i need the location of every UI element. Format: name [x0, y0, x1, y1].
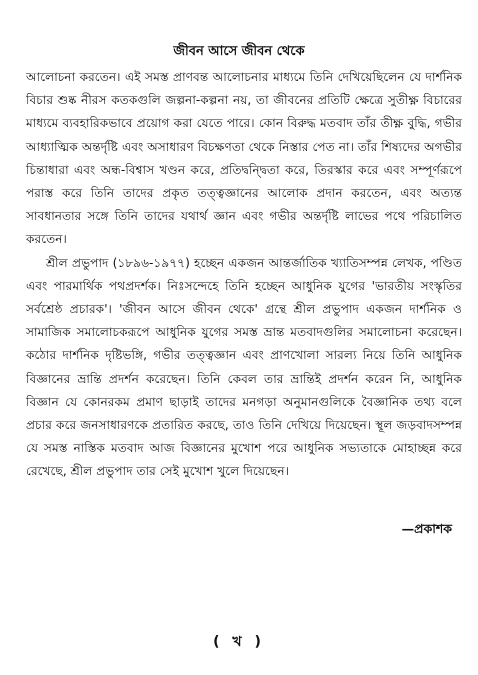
paragraph-2: শ্রীল প্রভুপাদ (১৮৯৬-১৯৭৭) হচ্ছেন একজন আন্তর্জাতিক খ্যাতিসম্পন্ন লেখক, পণ্ডিত এবং পারমার্থিক পথপ্রদর্শক। নিঃসন্দেহে তিনি হচ্ছেন আধুনিক যুগের 'ভারতীয় সংস্কৃতির সর্বশ্রেষ্ঠ প্রচারক'। 'জীবন আসে জীবন থেকে' গ্রন্থে শ্রীল প্রভুপাদ একজন দার্শনিক ও সামাজিক সমালোচকরূপে আধুনিক যুগের সমস্ত ভ্রান্ত মতবাদগুলির সমালোচনা করেছেন। কঠোর দার্শনিক দৃষ্টিভঙ্গি, গভীর তত্ত্বজ্ঞান এবং প্রাণখোলা সারল্য নিয়ে তিনি আধুনিক বিজ্ঞানের ভ্রান্তি প্রদর্শন করেছেন। তিনি কেবল তার ভ্রান্তিই প্রদর্শন করেন নি, আধুনিক বিজ্ঞান যে কোনরকম প্রমাণ ছাড়াই তাদের মনগড়া অনুমানগুলিকে বৈজ্ঞানিক তথ্য বলে প্রচার করে জনসাধারণকে প্রতারিত করছে, তাও তিনি দেখিয়ে দিয়েছেন। স্থূল জড়বাদসম্পন্ন যে সমস্ত নাস্তিক মতবাদ আজ বিজ্ঞানের মুখোশ পরে আধুনিক সভ্যতাকে মোহাচ্ছন্ন করে রেখেছে, শ্রীল প্রভুপাদ তার সেই মুখোশ খুলে দিয়েছেন। — [26, 255, 462, 479]
page-number: ( খ ) — [213, 634, 265, 650]
running-title: জীবন আসে জীবন থেকে — [173, 44, 305, 59]
paragraph-1: আলোচনা করতেন। এই সমস্ত প্রাণবন্ত আলোচনার মাধ্যমে তিনি দেখিয়েছিলেন যে দার্শনিক বিচার শুষ্ক নীরস কতকগুলি জল্পনা-কল্পনা নয়, তা জীবনের প্রতিটি ক্ষেত্রে সুতীক্ষ্ণ বিচারের মাধ্যমে ব্যবহারিকভাবে প্রয়োগ করা যেতে পারে। কোন বিরুদ্ধ মতবাদ তাঁর তীক্ষ্ণ বুদ্ধি, গভীর আধ্যাত্মিক অন্তর্দৃষ্টি এবং অসাধারণ বিচক্ষণতা থেকে নিস্তার পেত না। তাঁর শিষ্যদের অগভীর চিন্তাধারা এবং অন্ধ-বিশ্বাস খণ্ডন করে, প্রতিদ্বন্দ্বিতা করে, তিরস্কার করে এবং সম্পূর্ণরূপে পরাস্ত করে তিনি তাদের প্রকৃত তত্ত্বজ্ঞানের আলোক প্রদান করতেন, এবং অত্যন্ত সাবধানতার সঙ্গে তিনি তাদের যথার্থ জ্ঞান এবং গভীর অন্তর্দৃষ্টি লাভের পথে পরিচালিত করতেন। — [26, 70, 462, 247]
publisher-signature: —প্রকাশক — [401, 521, 452, 536]
body-text — [26, 66, 462, 484]
